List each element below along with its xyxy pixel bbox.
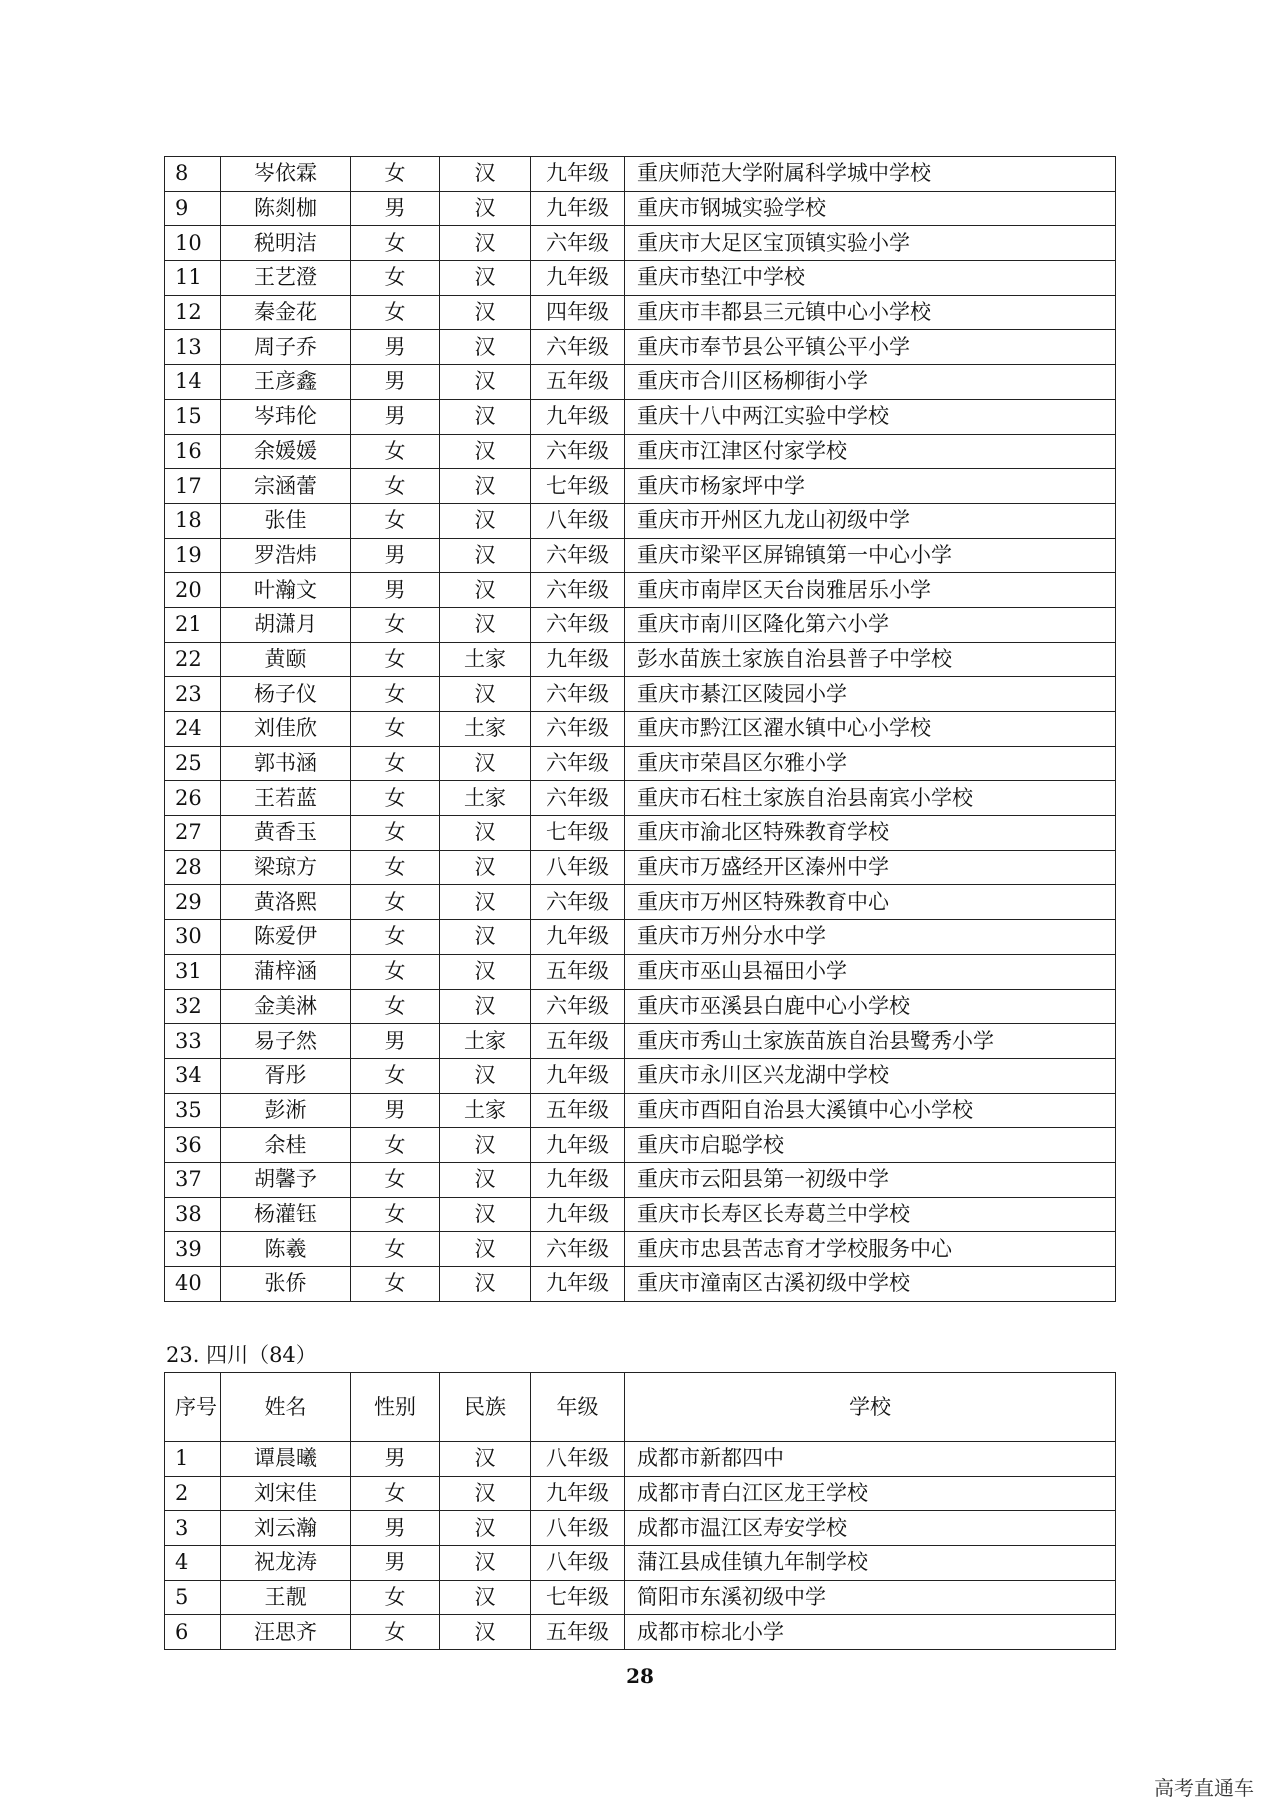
cell-seq: 24: [165, 712, 221, 747]
table-row: [165, 330, 1116, 365]
table-row: [165, 816, 1116, 851]
cell-seq: 31: [165, 954, 221, 989]
cell-ethnicity: 汉: [440, 330, 531, 365]
cell-ethnicity: 汉: [440, 538, 531, 573]
cell-school: 重庆市南岸区天台岗雅居乐小学: [625, 573, 1116, 608]
cell-school: 重庆市合川区杨柳街小学: [625, 365, 1116, 400]
header-row: [165, 1373, 1116, 1442]
table-row: [165, 850, 1116, 885]
cell-name: 谭晨曦: [221, 1442, 351, 1477]
cell-grade: 六年级: [531, 989, 625, 1024]
cell-ethnicity: 汉: [440, 989, 531, 1024]
cell-grade: 九年级: [531, 261, 625, 296]
cell-grade: 七年级: [531, 1580, 625, 1615]
cell-seq: 13: [165, 330, 221, 365]
cell-name: 刘佳欣: [221, 712, 351, 747]
table-row: [165, 1232, 1116, 1267]
cell-name: 张佳: [221, 503, 351, 538]
cell-gender: 女: [351, 157, 440, 192]
cell-ethnicity: 土家: [440, 1024, 531, 1059]
cell-seq: 37: [165, 1162, 221, 1197]
cell-gender: 女: [351, 954, 440, 989]
cell-name: 金美淋: [221, 989, 351, 1024]
cell-ethnicity: 汉: [440, 1546, 531, 1581]
header-school: 学校: [625, 1373, 1116, 1442]
table-row: [165, 365, 1116, 400]
cell-seq: 23: [165, 677, 221, 712]
cell-name: 王靓: [221, 1580, 351, 1615]
table-row: [165, 1442, 1116, 1477]
cell-gender: 女: [351, 677, 440, 712]
cell-seq: 9: [165, 191, 221, 226]
cell-seq: 1: [165, 1442, 221, 1477]
cell-name: 税明洁: [221, 226, 351, 261]
cell-school: 重庆市酉阳自治县大溪镇中心小学校: [625, 1093, 1116, 1128]
cell-school: 蒲江县成佳镇九年制学校: [625, 1546, 1116, 1581]
cell-school: 重庆市秀山土家族苗族自治县鹭秀小学: [625, 1024, 1116, 1059]
table-row: [165, 1058, 1116, 1093]
cell-school: 彭水苗族土家族自治县普子中学校: [625, 642, 1116, 677]
cell-ethnicity: 汉: [440, 1162, 531, 1197]
table-row: [165, 1546, 1116, 1581]
sichuan-students-table: [164, 1372, 1116, 1650]
header-seq: 序号: [165, 1373, 221, 1442]
cell-school: 重庆市荣昌区尔雅小学: [625, 746, 1116, 781]
cell-grade: 六年级: [531, 607, 625, 642]
cell-seq: 12: [165, 295, 221, 330]
header-gender: 性别: [351, 1373, 440, 1442]
cell-name: 刘宋佳: [221, 1476, 351, 1511]
cell-seq: 16: [165, 434, 221, 469]
cell-ethnicity: 土家: [440, 1093, 531, 1128]
cell-name: 胡馨予: [221, 1162, 351, 1197]
cell-ethnicity: 汉: [440, 1615, 531, 1650]
cell-seq: 10: [165, 226, 221, 261]
cell-gender: 男: [351, 191, 440, 226]
cell-ethnicity: 汉: [440, 365, 531, 400]
cell-grade: 五年级: [531, 1093, 625, 1128]
cell-name: 郭书涵: [221, 746, 351, 781]
cell-school: 重庆市永川区兴龙湖中学校: [625, 1058, 1116, 1093]
cell-school: 成都市棕北小学: [625, 1615, 1116, 1650]
cell-gender: 女: [351, 607, 440, 642]
cell-ethnicity: 汉: [440, 1197, 531, 1232]
cell-grade: 六年级: [531, 677, 625, 712]
cell-gender: 女: [351, 261, 440, 296]
table-row: [165, 954, 1116, 989]
cell-school: 重庆市杨家坪中学: [625, 469, 1116, 504]
cell-gender: 男: [351, 573, 440, 608]
cell-gender: 女: [351, 1615, 440, 1650]
table-row: [165, 295, 1116, 330]
cell-ethnicity: 汉: [440, 157, 531, 192]
cell-gender: 男: [351, 1546, 440, 1581]
cell-seq: 26: [165, 781, 221, 816]
cell-school: 重庆市长寿区长寿葛兰中学校: [625, 1197, 1116, 1232]
cell-name: 王若蓝: [221, 781, 351, 816]
cell-gender: 男: [351, 365, 440, 400]
cell-seq: 40: [165, 1267, 221, 1302]
cell-gender: 女: [351, 746, 440, 781]
chongqing-students-table: [164, 156, 1116, 1302]
cell-school: 成都市温江区寿安学校: [625, 1511, 1116, 1546]
cell-school: 重庆市开州区九龙山初级中学: [625, 503, 1116, 538]
cell-grade: 九年级: [531, 1476, 625, 1511]
cell-school: 重庆市丰都县三元镇中心小学校: [625, 295, 1116, 330]
cell-seq: 30: [165, 920, 221, 955]
cell-seq: 2: [165, 1476, 221, 1511]
cell-name: 杨子仪: [221, 677, 351, 712]
cell-gender: 男: [351, 330, 440, 365]
cell-school: 简阳市东溪初级中学: [625, 1580, 1116, 1615]
cell-ethnicity: 汉: [440, 1580, 531, 1615]
cell-seq: 15: [165, 399, 221, 434]
table-row: [165, 1267, 1116, 1302]
cell-gender: 女: [351, 1058, 440, 1093]
cell-grade: 九年级: [531, 157, 625, 192]
cell-gender: 女: [351, 712, 440, 747]
table-row: [165, 885, 1116, 920]
cell-school: 重庆市垫江中学校: [625, 261, 1116, 296]
cell-school: 重庆市巫溪县白鹿中心小学校: [625, 989, 1116, 1024]
table-row: [165, 503, 1116, 538]
cell-grade: 八年级: [531, 1442, 625, 1477]
cell-school: 重庆市南川区隆化第六小学: [625, 607, 1116, 642]
cell-seq: 8: [165, 157, 221, 192]
cell-school: 重庆市忠县苦志育才学校服务中心: [625, 1232, 1116, 1267]
cell-ethnicity: 汉: [440, 1128, 531, 1163]
cell-gender: 女: [351, 816, 440, 851]
cell-grade: 八年级: [531, 1546, 625, 1581]
cell-grade: 九年级: [531, 642, 625, 677]
cell-seq: 28: [165, 850, 221, 885]
cell-school: 重庆市万州分水中学: [625, 920, 1116, 955]
cell-grade: 六年级: [531, 434, 625, 469]
cell-name: 罗浩炜: [221, 538, 351, 573]
cell-gender: 女: [351, 642, 440, 677]
cell-grade: 九年级: [531, 399, 625, 434]
cell-grade: 九年级: [531, 191, 625, 226]
table-row: [165, 226, 1116, 261]
cell-school: 重庆市万州区特殊教育中心: [625, 885, 1116, 920]
cell-name: 彭淅: [221, 1093, 351, 1128]
cell-gender: 女: [351, 1232, 440, 1267]
cell-ethnicity: 汉: [440, 191, 531, 226]
cell-gender: 女: [351, 1128, 440, 1163]
cell-seq: 5: [165, 1580, 221, 1615]
cell-gender: 女: [351, 469, 440, 504]
cell-name: 陈羲: [221, 1232, 351, 1267]
cell-ethnicity: 土家: [440, 712, 531, 747]
cell-grade: 六年级: [531, 746, 625, 781]
cell-name: 王彦鑫: [221, 365, 351, 400]
table-header: [165, 1373, 1116, 1442]
table-row: [165, 1024, 1116, 1059]
cell-ethnicity: 汉: [440, 920, 531, 955]
cell-school: 重庆市綦江区陵园小学: [625, 677, 1116, 712]
cell-school: 重庆市奉节县公平镇公平小学: [625, 330, 1116, 365]
cell-ethnicity: 汉: [440, 295, 531, 330]
cell-grade: 七年级: [531, 469, 625, 504]
cell-name: 秦金花: [221, 295, 351, 330]
cell-gender: 女: [351, 503, 440, 538]
table-row: [165, 157, 1116, 192]
table-row: [165, 1162, 1116, 1197]
cell-gender: 女: [351, 1197, 440, 1232]
cell-ethnicity: 汉: [440, 1442, 531, 1477]
cell-name: 祝龙涛: [221, 1546, 351, 1581]
cell-ethnicity: 汉: [440, 850, 531, 885]
cell-school: 重庆市梁平区屏锦镇第一中心小学: [625, 538, 1116, 573]
cell-ethnicity: 汉: [440, 677, 531, 712]
cell-grade: 六年级: [531, 226, 625, 261]
cell-ethnicity: 汉: [440, 1232, 531, 1267]
cell-seq: 27: [165, 816, 221, 851]
cell-seq: 11: [165, 261, 221, 296]
table-row: [165, 1128, 1116, 1163]
cell-name: 杨灌钰: [221, 1197, 351, 1232]
cell-gender: 女: [351, 989, 440, 1024]
cell-school: 重庆十八中两江实验中学校: [625, 399, 1116, 434]
table-row: [165, 1580, 1116, 1615]
cell-gender: 男: [351, 399, 440, 434]
cell-name: 陈剡枷: [221, 191, 351, 226]
cell-name: 蒲梓涵: [221, 954, 351, 989]
cell-ethnicity: 汉: [440, 226, 531, 261]
table-row: [165, 1197, 1116, 1232]
cell-ethnicity: 汉: [440, 607, 531, 642]
cell-ethnicity: 土家: [440, 642, 531, 677]
table-row: [165, 677, 1116, 712]
cell-ethnicity: 汉: [440, 816, 531, 851]
table-row: [165, 1476, 1116, 1511]
table-row: [165, 191, 1116, 226]
cell-grade: 九年级: [531, 1128, 625, 1163]
cell-name: 宗涵蕾: [221, 469, 351, 504]
cell-grade: 八年级: [531, 503, 625, 538]
cell-grade: 六年级: [531, 885, 625, 920]
cell-grade: 五年级: [531, 1615, 625, 1650]
cell-name: 王艺澄: [221, 261, 351, 296]
cell-school: 成都市青白江区龙王学校: [625, 1476, 1116, 1511]
cell-gender: 女: [351, 781, 440, 816]
header-name: 姓名: [221, 1373, 351, 1442]
cell-school: 重庆师范大学附属科学城中学校: [625, 157, 1116, 192]
cell-seq: 32: [165, 989, 221, 1024]
cell-seq: 38: [165, 1197, 221, 1232]
cell-school: 重庆市巫山县福田小学: [625, 954, 1116, 989]
table-row: [165, 573, 1116, 608]
table-row: [165, 920, 1116, 955]
cell-seq: 17: [165, 469, 221, 504]
cell-grade: 九年级: [531, 1162, 625, 1197]
cell-grade: 九年级: [531, 1267, 625, 1302]
cell-ethnicity: 汉: [440, 503, 531, 538]
cell-seq: 4: [165, 1546, 221, 1581]
table-row: [165, 538, 1116, 573]
cell-name: 黄香玉: [221, 816, 351, 851]
table-row: [165, 607, 1116, 642]
cell-gender: 女: [351, 1476, 440, 1511]
table-row: [165, 399, 1116, 434]
cell-grade: 六年级: [531, 712, 625, 747]
cell-seq: 39: [165, 1232, 221, 1267]
cell-gender: 男: [351, 1024, 440, 1059]
cell-name: 汪思齐: [221, 1615, 351, 1650]
cell-gender: 女: [351, 850, 440, 885]
table-row: [165, 1615, 1116, 1650]
cell-gender: 女: [351, 920, 440, 955]
cell-gender: 女: [351, 226, 440, 261]
cell-seq: 36: [165, 1128, 221, 1163]
cell-ethnicity: 汉: [440, 1476, 531, 1511]
cell-name: 刘云瀚: [221, 1511, 351, 1546]
cell-grade: 六年级: [531, 1232, 625, 1267]
cell-gender: 女: [351, 1267, 440, 1302]
header-grade: 年级: [531, 1373, 625, 1442]
cell-seq: 14: [165, 365, 221, 400]
cell-gender: 女: [351, 295, 440, 330]
cell-ethnicity: 土家: [440, 781, 531, 816]
cell-ethnicity: 汉: [440, 885, 531, 920]
cell-seq: 19: [165, 538, 221, 573]
cell-gender: 男: [351, 538, 440, 573]
cell-ethnicity: 汉: [440, 1267, 531, 1302]
header-ethnicity: 民族: [440, 1373, 531, 1442]
table-row: [165, 434, 1116, 469]
cell-name: 胥彤: [221, 1058, 351, 1093]
cell-grade: 六年级: [531, 538, 625, 573]
cell-grade: 七年级: [531, 816, 625, 851]
cell-seq: 20: [165, 573, 221, 608]
cell-name: 梁琼方: [221, 850, 351, 885]
cell-seq: 22: [165, 642, 221, 677]
cell-grade: 八年级: [531, 850, 625, 885]
cell-school: 重庆市黔江区濯水镇中心小学校: [625, 712, 1116, 747]
cell-ethnicity: 汉: [440, 746, 531, 781]
cell-grade: 八年级: [531, 1511, 625, 1546]
cell-name: 余媛媛: [221, 434, 351, 469]
cell-seq: 6: [165, 1615, 221, 1650]
cell-ethnicity: 汉: [440, 261, 531, 296]
cell-ethnicity: 汉: [440, 434, 531, 469]
cell-name: 叶瀚文: [221, 573, 351, 608]
cell-gender: 男: [351, 1442, 440, 1477]
cell-grade: 六年级: [531, 573, 625, 608]
cell-name: 张侨: [221, 1267, 351, 1302]
cell-ethnicity: 汉: [440, 1511, 531, 1546]
cell-grade: 九年级: [531, 1197, 625, 1232]
table-body: [165, 157, 1116, 1302]
cell-grade: 六年级: [531, 330, 625, 365]
cell-name: 余桂: [221, 1128, 351, 1163]
cell-name: 胡潇月: [221, 607, 351, 642]
table-row: [165, 781, 1116, 816]
cell-grade: 五年级: [531, 365, 625, 400]
section-title: 23. 四川（84）: [166, 1343, 317, 1367]
table-row: [165, 1093, 1116, 1128]
cell-gender: 男: [351, 1093, 440, 1128]
cell-school: 重庆市江津区付家学校: [625, 434, 1116, 469]
cell-gender: 女: [351, 1580, 440, 1615]
table-row: [165, 469, 1116, 504]
table-row: [165, 989, 1116, 1024]
cell-name: 易子然: [221, 1024, 351, 1059]
watermark: 高考直通车: [1154, 1776, 1254, 1800]
cell-seq: 21: [165, 607, 221, 642]
cell-name: 黄颐: [221, 642, 351, 677]
cell-seq: 3: [165, 1511, 221, 1546]
cell-school: 重庆市钢城实验学校: [625, 191, 1116, 226]
cell-grade: 六年级: [531, 781, 625, 816]
cell-school: 重庆市潼南区古溪初级中学校: [625, 1267, 1116, 1302]
cell-seq: 35: [165, 1093, 221, 1128]
cell-grade: 五年级: [531, 1024, 625, 1059]
cell-grade: 九年级: [531, 920, 625, 955]
cell-ethnicity: 汉: [440, 1058, 531, 1093]
cell-school: 重庆市启聪学校: [625, 1128, 1116, 1163]
table-body: [165, 1442, 1116, 1650]
cell-name: 岑玮伦: [221, 399, 351, 434]
table-row: [165, 712, 1116, 747]
cell-name: 岑依霖: [221, 157, 351, 192]
cell-gender: 女: [351, 885, 440, 920]
cell-gender: 男: [351, 1511, 440, 1546]
cell-seq: 34: [165, 1058, 221, 1093]
cell-gender: 女: [351, 1162, 440, 1197]
cell-name: 陈爱伊: [221, 920, 351, 955]
table-row: [165, 1511, 1116, 1546]
cell-ethnicity: 汉: [440, 469, 531, 504]
page-number: 28: [626, 1664, 654, 1688]
cell-grade: 九年级: [531, 1058, 625, 1093]
cell-school: 重庆市石柱土家族自治县南宾小学校: [625, 781, 1116, 816]
cell-name: 黄洛熙: [221, 885, 351, 920]
cell-gender: 女: [351, 434, 440, 469]
cell-seq: 29: [165, 885, 221, 920]
cell-seq: 18: [165, 503, 221, 538]
table-row: [165, 261, 1116, 296]
cell-school: 重庆市万盛经开区溱州中学: [625, 850, 1116, 885]
cell-grade: 五年级: [531, 954, 625, 989]
cell-ethnicity: 汉: [440, 399, 531, 434]
table-row: [165, 746, 1116, 781]
cell-seq: 25: [165, 746, 221, 781]
cell-school: 重庆市渝北区特殊教育学校: [625, 816, 1116, 851]
cell-school: 重庆市云阳县第一初级中学: [625, 1162, 1116, 1197]
cell-grade: 四年级: [531, 295, 625, 330]
cell-ethnicity: 汉: [440, 954, 531, 989]
cell-school: 重庆市大足区宝顶镇实验小学: [625, 226, 1116, 261]
cell-name: 周子乔: [221, 330, 351, 365]
cell-ethnicity: 汉: [440, 573, 531, 608]
cell-seq: 33: [165, 1024, 221, 1059]
cell-school: 成都市新都四中: [625, 1442, 1116, 1477]
table-row: [165, 642, 1116, 677]
